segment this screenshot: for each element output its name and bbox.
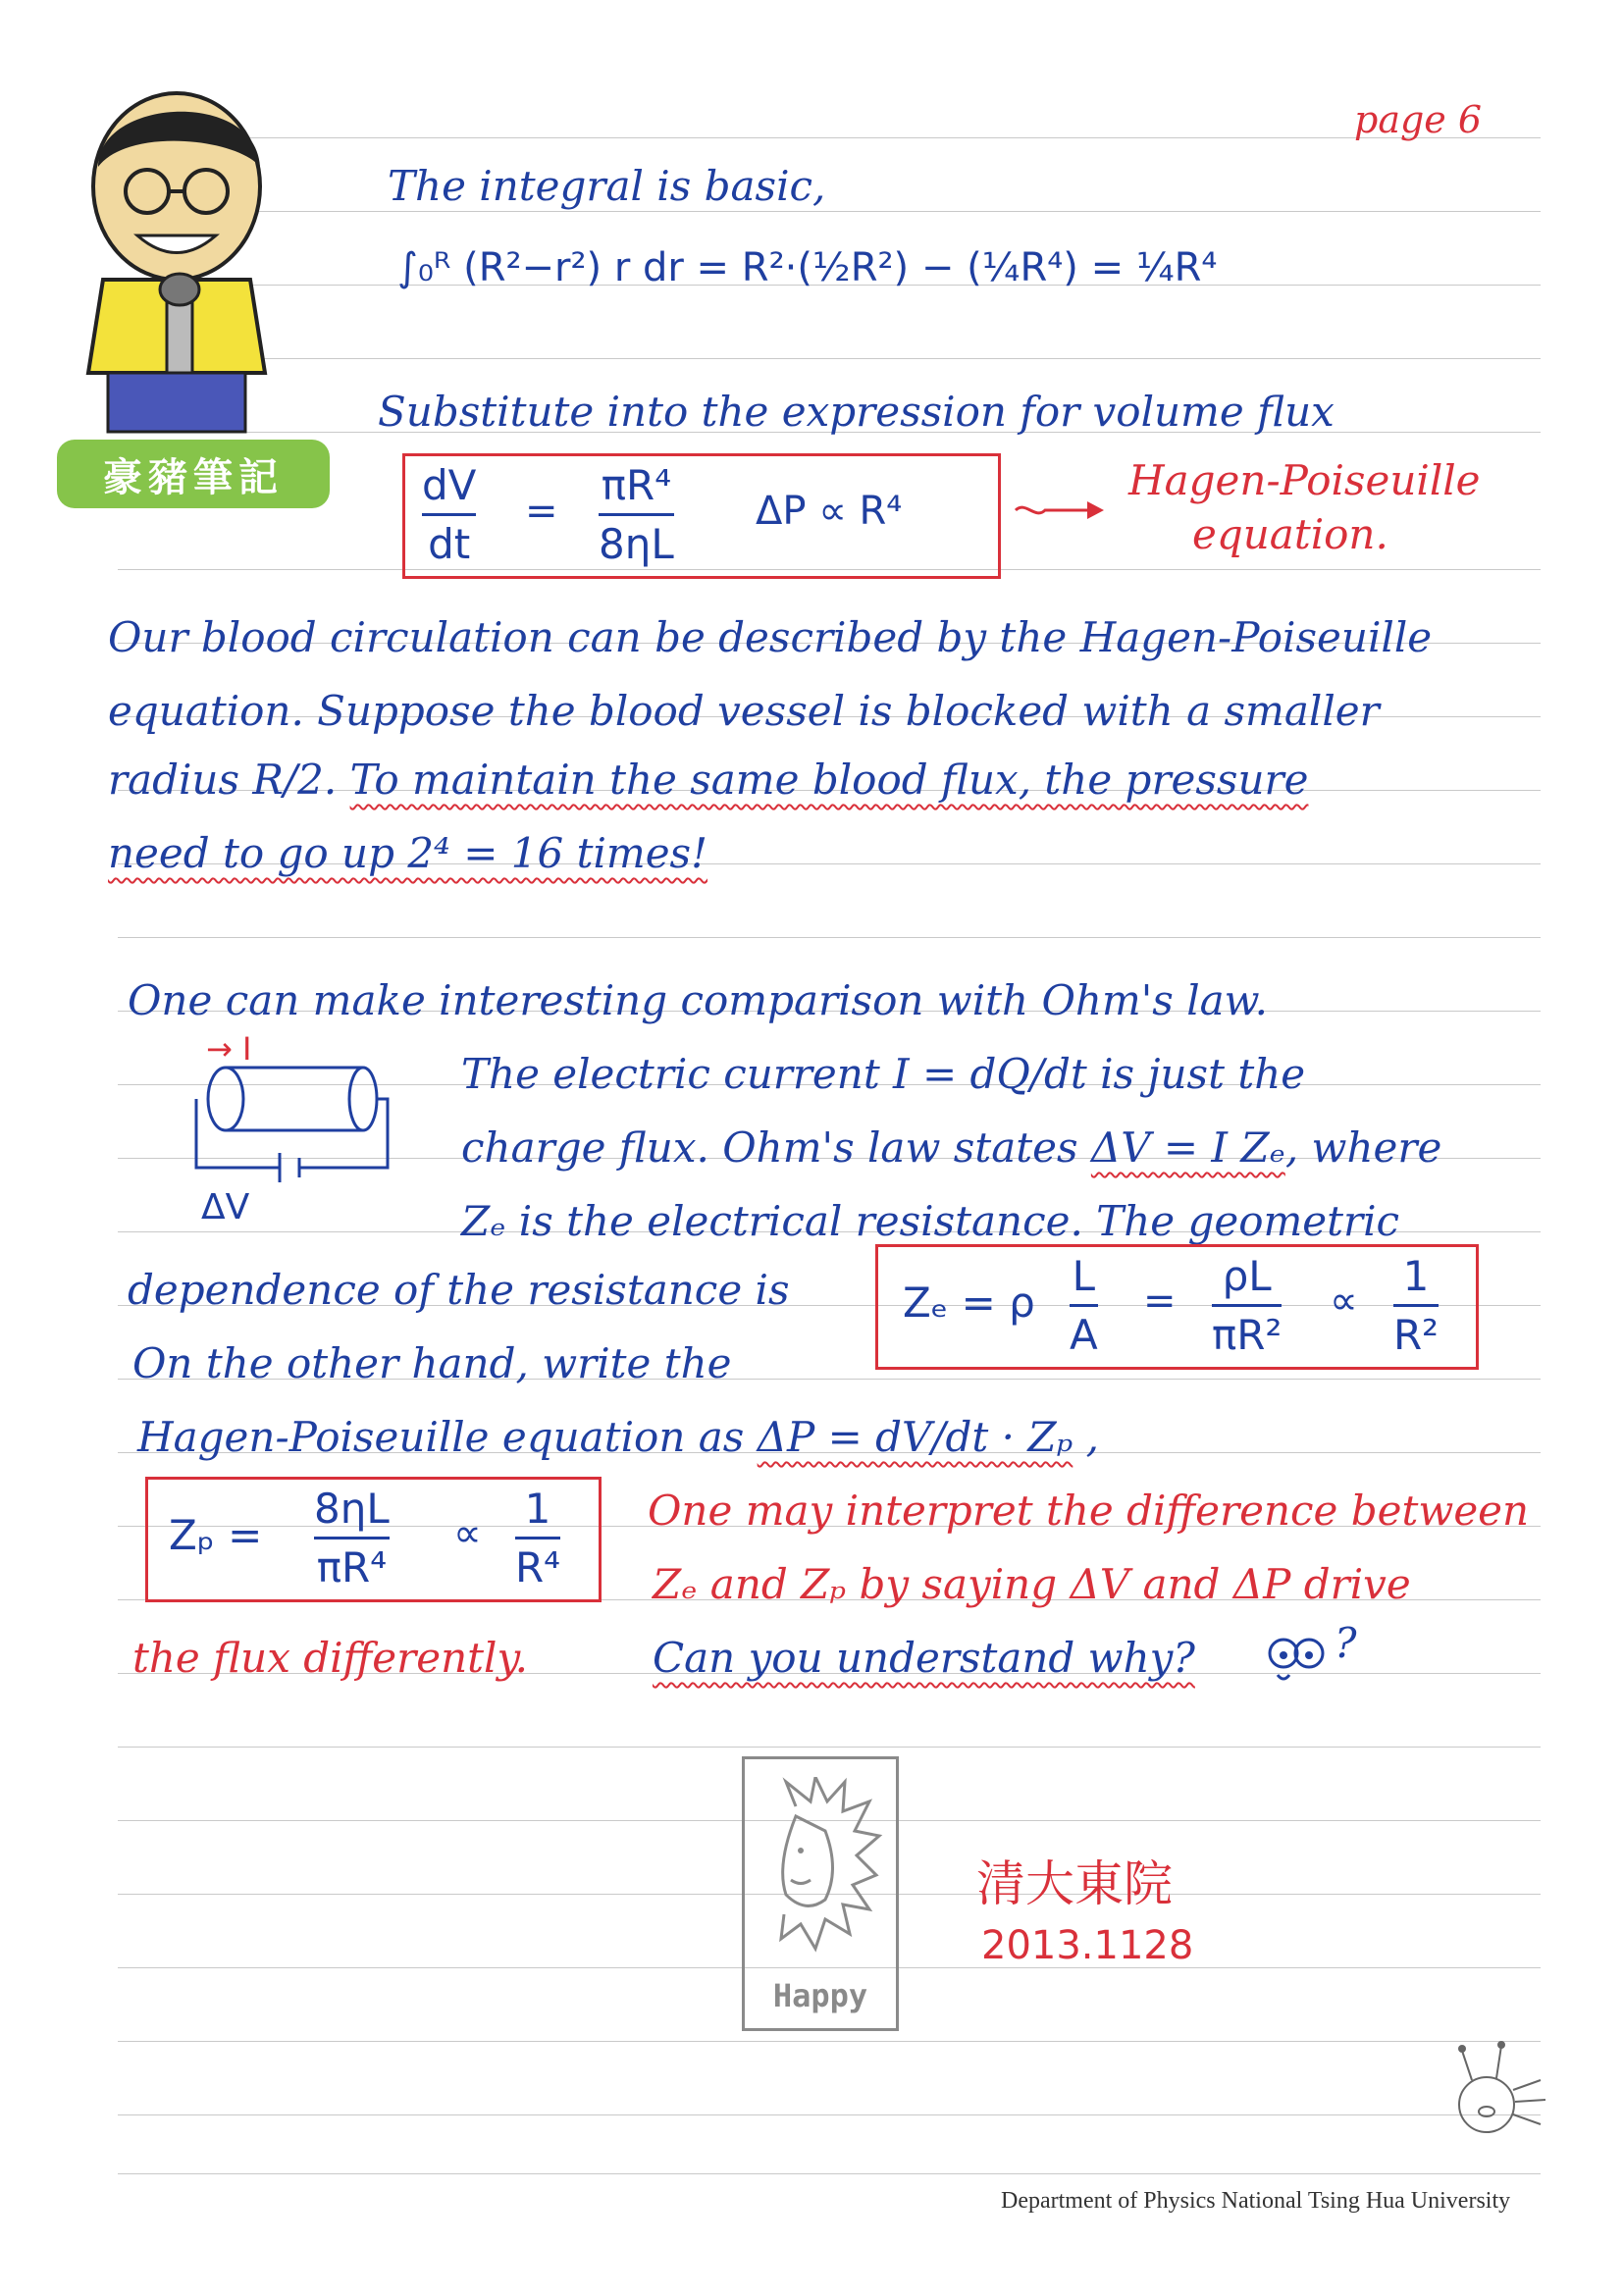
question-mark: ? <box>1335 1619 1357 1667</box>
ze-fraction-2 <box>1212 1252 1282 1359</box>
interpret-line2: Zₑ and Zₚ by saying ΔV and ΔP drive <box>653 1560 1411 1608</box>
fraction-numerator: dV <box>422 461 477 509</box>
fraction-numerator: 1 <box>524 1485 551 1533</box>
hp-note-line2: equation. <box>1192 510 1388 558</box>
logo-badge: 豪豬筆記 <box>57 440 330 508</box>
ohm-line6 <box>137 1413 1099 1461</box>
cartoon-mascot-icon <box>69 78 285 451</box>
pressure-proportional: ΔP ∝ R⁴ <box>756 489 903 534</box>
blood-line3-a: radius R/2. <box>108 756 350 804</box>
interpret-line3: the flux differently. <box>132 1634 528 1682</box>
ruled-line <box>118 2041 1541 2042</box>
ruled-line <box>118 2173 1541 2174</box>
zp-fraction-2 <box>515 1485 560 1592</box>
ohm-line2 <box>461 1123 1441 1172</box>
blood-line3-b: To maintain the same blood flux, the pressure <box>349 756 1309 804</box>
ohm-line6-c: , <box>1073 1413 1100 1461</box>
ze-lhs: Zₑ = ρ <box>903 1278 1035 1327</box>
ruled-line <box>118 937 1541 938</box>
ohm-law-formula: ΔV = I Zₑ <box>1090 1123 1285 1172</box>
pir4-fraction <box>599 461 674 568</box>
ohm-line6-a: Hagen-Poiseuille equation as <box>137 1413 758 1461</box>
fraction-numerator: πR⁴ <box>601 461 672 509</box>
fraction-denominator: πR⁴ <box>316 1543 388 1592</box>
integral-intro: The integral is basic, <box>388 162 826 210</box>
signature-name: 清大東院 <box>976 1855 1173 1912</box>
blood-line3 <box>108 756 1308 804</box>
thinking-face-icon <box>1266 1624 1344 1693</box>
page-number: page 6 <box>1354 98 1483 141</box>
zp-fraction-1 <box>314 1485 390 1592</box>
ze-fraction-3 <box>1393 1252 1439 1359</box>
fraction-numerator: 8ηL <box>314 1485 390 1533</box>
fraction-denominator: 8ηL <box>599 520 674 568</box>
ze-proportional: ∝ <box>1330 1278 1358 1324</box>
hp-note-line1: Hagen-Poiseuille <box>1128 456 1481 504</box>
ze-equals: = <box>1143 1278 1177 1324</box>
ze-fraction-1 <box>1070 1252 1098 1359</box>
fraction-denominator: R⁴ <box>515 1543 561 1592</box>
ohm-line4: dependence of the resistance is <box>128 1266 790 1314</box>
blood-line2: equation. Suppose the blood vessel is blocked with a smaller <box>108 687 1380 735</box>
ohm-line3: Zₑ is the electrical resistance. The geometric <box>461 1197 1400 1245</box>
porcupine-doodle-icon <box>1442 2041 1550 2149</box>
ruled-line <box>118 137 1541 138</box>
blood-line4: need to go up 2⁴ = 16 times! <box>108 829 707 877</box>
ruled-line <box>118 358 1541 359</box>
ohm-line2-c: , where <box>1284 1123 1442 1172</box>
equals-sign: = <box>525 489 558 534</box>
ruled-line <box>118 2114 1541 2115</box>
circuit-current-label: → I <box>206 1030 252 1068</box>
zp-lhs: Zₚ = <box>169 1511 263 1559</box>
lion-head-icon <box>757 1777 884 1963</box>
question-text: Can you understand why? <box>653 1634 1195 1682</box>
ruled-line <box>118 211 1541 212</box>
ohm-intro: One can make interesting comparison with Ohm's law. <box>128 976 1268 1024</box>
fraction-denominator: R² <box>1393 1311 1440 1359</box>
ohm-line5: On the other hand, write the <box>132 1339 732 1387</box>
integral-equation: ∫₀ᴿ (R²−r²) r dr = R²·(½R²) − (¼R⁴) = ¼R⁴ <box>397 245 1218 290</box>
ohm-line1: The electric current I = dQ/dt is just the <box>461 1050 1306 1098</box>
fraction-numerator: 1 <box>1402 1252 1430 1300</box>
zp-proportional: ∝ <box>453 1511 482 1556</box>
ohm-line2-a: charge flux. Ohm's law states <box>461 1123 1091 1172</box>
pressure-formula: ΔP = dV/dt · Zₚ <box>757 1413 1073 1461</box>
interpret-line1: One may interpret the difference between <box>648 1487 1530 1535</box>
happy-stamp <box>742 1756 899 2031</box>
substitute-text: Substitute into the expression for volume flux <box>378 388 1335 436</box>
fraction-numerator: L <box>1072 1252 1096 1300</box>
fraction-numerator: ρL <box>1222 1252 1272 1300</box>
arrow-icon <box>1011 496 1109 525</box>
blood-line1: Our blood circulation can be described by the Hagen-Poiseuille <box>108 613 1433 661</box>
ruled-line <box>118 1747 1541 1748</box>
footer-text: Department of Physics National Tsing Hua University <box>1001 2188 1511 2214</box>
stamp-label: Happy <box>772 1977 868 2014</box>
hagen-poiseuille-box <box>402 453 1001 579</box>
fraction-denominator: A <box>1070 1311 1098 1359</box>
fraction-denominator: πR² <box>1212 1311 1283 1359</box>
circuit-voltage-label: ΔV <box>201 1187 250 1227</box>
dv-dt-fraction <box>422 461 476 568</box>
fraction-denominator: dt <box>428 520 471 568</box>
signature-date: 2013.1128 <box>981 1923 1194 1968</box>
